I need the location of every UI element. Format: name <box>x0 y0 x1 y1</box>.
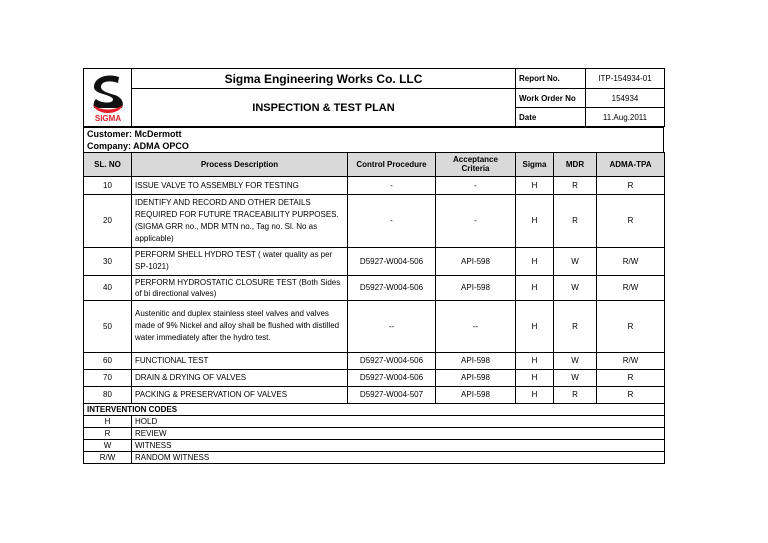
mdr-cell: R <box>554 300 597 352</box>
desc-cell: IDENTIFY AND RECORD AND OTHER DETAILS REQUIRED FOR FUTURE TRACEABILITY PURPOSES. (SIGMA GRR no., MDR MTN no., Tag no. Sl. No as applicable) <box>132 194 348 247</box>
code-cell: H <box>84 416 132 428</box>
criteria-cell: API-598 <box>436 352 516 369</box>
desc-cell: PACKING & PRESERVATION OF VALVES <box>132 386 348 403</box>
itp-table <box>83 152 665 404</box>
customer-line: Customer: McDermott <box>84 128 664 140</box>
sigma-cell: H <box>516 176 554 194</box>
mdr-cell: R <box>554 386 597 403</box>
logo-text: SIGMA <box>94 113 121 123</box>
tpa-cell: R/W <box>597 275 665 300</box>
tpa-cell: R/W <box>597 352 665 369</box>
criteria-cell: - <box>436 194 516 247</box>
tpa-cell: R/W <box>597 247 665 275</box>
sigma-cell: H <box>516 194 554 247</box>
table-header <box>84 152 665 176</box>
sigma-cell: H <box>516 386 554 403</box>
desc-cell: PERFORM HYDROSTATIC CLOSURE TEST (Both Sides of bi directional valves) <box>132 275 348 300</box>
criteria-cell: API-598 <box>436 386 516 403</box>
tpa-cell: R <box>597 300 665 352</box>
table-row <box>84 386 665 403</box>
code-meaning: HOLD <box>132 416 665 428</box>
criteria-cell: -- <box>436 300 516 352</box>
desc-cell: DRAIN & DRYING OF VALVES <box>132 369 348 386</box>
date-label: Date <box>516 108 586 127</box>
table-row <box>84 194 665 247</box>
table-row <box>84 352 665 369</box>
sigma-cell: H <box>516 247 554 275</box>
code-meaning: RANDOM WITNESS <box>132 452 665 464</box>
table-row <box>84 275 665 300</box>
desc-cell: ISSUE VALVE TO ASSEMBLY FOR TESTING <box>132 176 348 194</box>
desc-cell: FUNCTIONAL TEST <box>132 352 348 369</box>
mdr-cell: W <box>554 352 597 369</box>
sl-cell: 20 <box>84 194 132 247</box>
company-name: Sigma Engineering Works Co. LLC <box>132 69 516 89</box>
table-row <box>84 247 665 275</box>
tpa-cell: R <box>597 176 665 194</box>
table-row <box>84 300 665 352</box>
code-cell: R <box>84 428 132 440</box>
sl-cell: 70 <box>84 369 132 386</box>
sl-cell: 50 <box>84 300 132 352</box>
procedure-cell: D5927-W004-507 <box>348 386 436 403</box>
codes-title: INTERVENTION CODES <box>84 404 665 416</box>
sl-cell: 60 <box>84 352 132 369</box>
mdr-cell: W <box>554 247 597 275</box>
code-row <box>84 440 665 452</box>
code-cell: W <box>84 440 132 452</box>
client-block <box>83 127 664 152</box>
table-row <box>84 369 665 386</box>
mdr-cell: W <box>554 275 597 300</box>
procedure-cell: - <box>348 194 436 247</box>
work-order-value: 154934 <box>586 89 665 108</box>
col-header: Control Procedure <box>348 152 436 176</box>
criteria-cell: API-598 <box>436 275 516 300</box>
code-row <box>84 416 665 428</box>
title-block <box>83 68 665 127</box>
tpa-cell: R <box>597 369 665 386</box>
report-no-value: ITP-154934-01 <box>586 69 665 89</box>
intervention-codes <box>83 404 665 465</box>
criteria-cell: API-598 <box>436 247 516 275</box>
procedure-cell: -- <box>348 300 436 352</box>
criteria-cell: API-598 <box>436 369 516 386</box>
desc-cell: PERFORM SHELL HYDRO TEST ( water quality as per SP-1021) <box>132 247 348 275</box>
sigma-cell: H <box>516 369 554 386</box>
desc-cell: Austenitic and duplex stainless steel valves and valves made of 9% Nickel and alloy shall be flushed with distilled water immediately after the hydro test. <box>132 300 348 352</box>
table-row <box>84 176 665 194</box>
sigma-logo-icon <box>88 71 128 123</box>
col-header: SL. NO <box>84 152 132 176</box>
sl-cell: 30 <box>84 247 132 275</box>
procedure-cell: D5927-W004-506 <box>348 247 436 275</box>
procedure-cell: D5927-W004-506 <box>348 369 436 386</box>
code-row <box>84 452 665 464</box>
company-line: Company: ADMA OPCO <box>84 140 664 152</box>
work-order-label: Work Order No <box>516 89 586 108</box>
mdr-cell: W <box>554 369 597 386</box>
procedure-cell: - <box>348 176 436 194</box>
sigma-cell: H <box>516 352 554 369</box>
procedure-cell: D5927-W004-506 <box>348 275 436 300</box>
sigma-cell: H <box>516 300 554 352</box>
tpa-cell: R <box>597 386 665 403</box>
col-header: Acceptance Criteria <box>436 152 516 176</box>
sl-cell: 80 <box>84 386 132 403</box>
mdr-cell: R <box>554 194 597 247</box>
code-cell: R/W <box>84 452 132 464</box>
procedure-cell: D5927-W004-506 <box>348 352 436 369</box>
sl-cell: 40 <box>84 275 132 300</box>
plan-title: INSPECTION & TEST PLAN <box>132 89 516 127</box>
code-row <box>84 428 665 440</box>
col-header: ADMA-TPA <box>597 152 665 176</box>
code-meaning: WITNESS <box>132 440 665 452</box>
col-header: Process Description <box>132 152 348 176</box>
mdr-cell: R <box>554 176 597 194</box>
code-meaning: REVIEW <box>132 428 665 440</box>
criteria-cell: - <box>436 176 516 194</box>
sigma-cell: H <box>516 275 554 300</box>
sl-cell: 10 <box>84 176 132 194</box>
tpa-cell: R <box>597 194 665 247</box>
company-logo <box>84 69 132 127</box>
itp-sheet <box>83 68 664 464</box>
date-value: 11.Aug.2011 <box>586 108 665 127</box>
col-header: MDR <box>554 152 597 176</box>
report-no-label: Report No. <box>516 69 586 89</box>
col-header: Sigma <box>516 152 554 176</box>
